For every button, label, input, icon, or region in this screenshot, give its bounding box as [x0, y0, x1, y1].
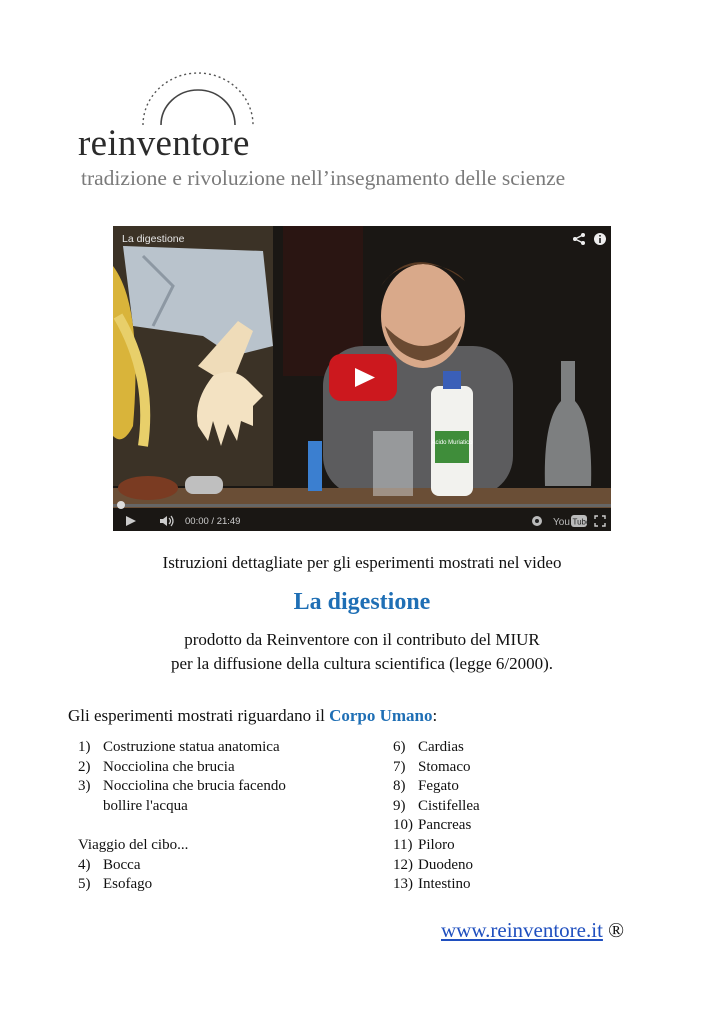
list-text: Esofago [103, 876, 153, 893]
list-number: 11) [393, 836, 413, 853]
list-spacer [78, 816, 358, 836]
control-play-icon[interactable] [125, 515, 137, 527]
list-item-continuation: bollire l'acqua [103, 797, 188, 814]
experiment-list-left [78, 738, 358, 895]
list-number: 8) [393, 778, 406, 795]
list-text: Nocciolina che brucia facendo [103, 778, 286, 795]
list-number: 6) [393, 739, 406, 755]
video-player[interactable] [113, 226, 611, 531]
experiments-lead [68, 706, 437, 726]
list-text: Cardias [418, 739, 464, 755]
lead-text: Gli esperimenti mostrati riguardano il [68, 706, 330, 725]
list-item [393, 816, 593, 836]
video-progress-bar[interactable] [113, 504, 611, 507]
volume-icon[interactable] [159, 515, 175, 527]
experiment-list-right [393, 738, 593, 895]
list-text: Cistifellea [418, 797, 480, 814]
website-footer [441, 918, 624, 943]
play-button[interactable] [329, 354, 397, 401]
list-item [78, 875, 358, 895]
bottle-label-text: Acido Muriatico [431, 440, 473, 446]
list-number: 13) [393, 876, 413, 893]
list-number: 4) [78, 856, 91, 873]
list-number: 7) [393, 758, 406, 775]
list-item [393, 738, 593, 758]
registered-mark: ® [608, 918, 625, 942]
list-text: Bocca [103, 856, 141, 873]
gear-icon[interactable] [531, 515, 543, 527]
list-item [78, 758, 358, 778]
list-item [78, 856, 358, 876]
fullscreen-icon[interactable] [594, 515, 606, 527]
reinventore-logo [78, 70, 638, 200]
lead-highlight: Corpo Umano [329, 706, 433, 725]
lead-colon: : [432, 706, 438, 725]
list-item [393, 777, 593, 797]
logo-wordmark: reinventore [78, 123, 250, 164]
progress-scrubber[interactable] [117, 501, 125, 509]
list-item [393, 797, 593, 817]
list-text: Piloro [418, 836, 455, 853]
svg-text:Tube: Tube [572, 517, 591, 527]
list-number: 10) [393, 817, 413, 834]
credit-line-1: prodotto da Reinventore con il contributo del MIUR [184, 630, 540, 649]
list-item [393, 758, 593, 778]
list-number: 5) [78, 876, 91, 893]
trip-heading: Viaggio del cibo... [78, 836, 189, 853]
list-number: 2) [78, 758, 91, 775]
logo-tagline: tradizione e rivoluzione nell’insegnamento delle scienze [81, 166, 566, 190]
youtube-logo[interactable] [553, 514, 591, 528]
list-item [393, 856, 593, 876]
page-title: La digestione [293, 589, 431, 615]
list-number: 9) [393, 797, 406, 814]
logo-arc-graphic [133, 70, 263, 130]
list-text: Stomaco [418, 758, 471, 775]
info-icon[interactable] [593, 232, 607, 246]
list-item [78, 777, 358, 797]
list-text: Nocciolina che brucia [103, 758, 235, 775]
list-text: Costruzione statua anatomica [103, 739, 280, 755]
credit-line-2: per la diffusione della cultura scientifica (legge 6/2000). [170, 654, 554, 673]
list-item [393, 836, 593, 856]
list-text: Intestino [418, 876, 471, 893]
website-link[interactable]: www.reinventore.it [441, 918, 603, 942]
share-icon[interactable] [572, 232, 586, 246]
list-item [393, 875, 593, 895]
video-time: 00:00 / 21:49 [185, 516, 241, 527]
intro-text: Istruzioni dettagliate per gli esperimenti mostrati nel video [162, 553, 562, 572]
svg-text:You: You [553, 517, 570, 528]
list-item [78, 738, 358, 758]
list-text: Fegato [418, 778, 459, 795]
list-number: 1) [78, 739, 91, 755]
list-number: 12) [393, 856, 413, 873]
list-text: Pancreas [418, 817, 472, 834]
list-text: Duodeno [418, 856, 473, 873]
video-title[interactable]: La digestione [122, 233, 185, 245]
list-number: 3) [78, 778, 91, 795]
